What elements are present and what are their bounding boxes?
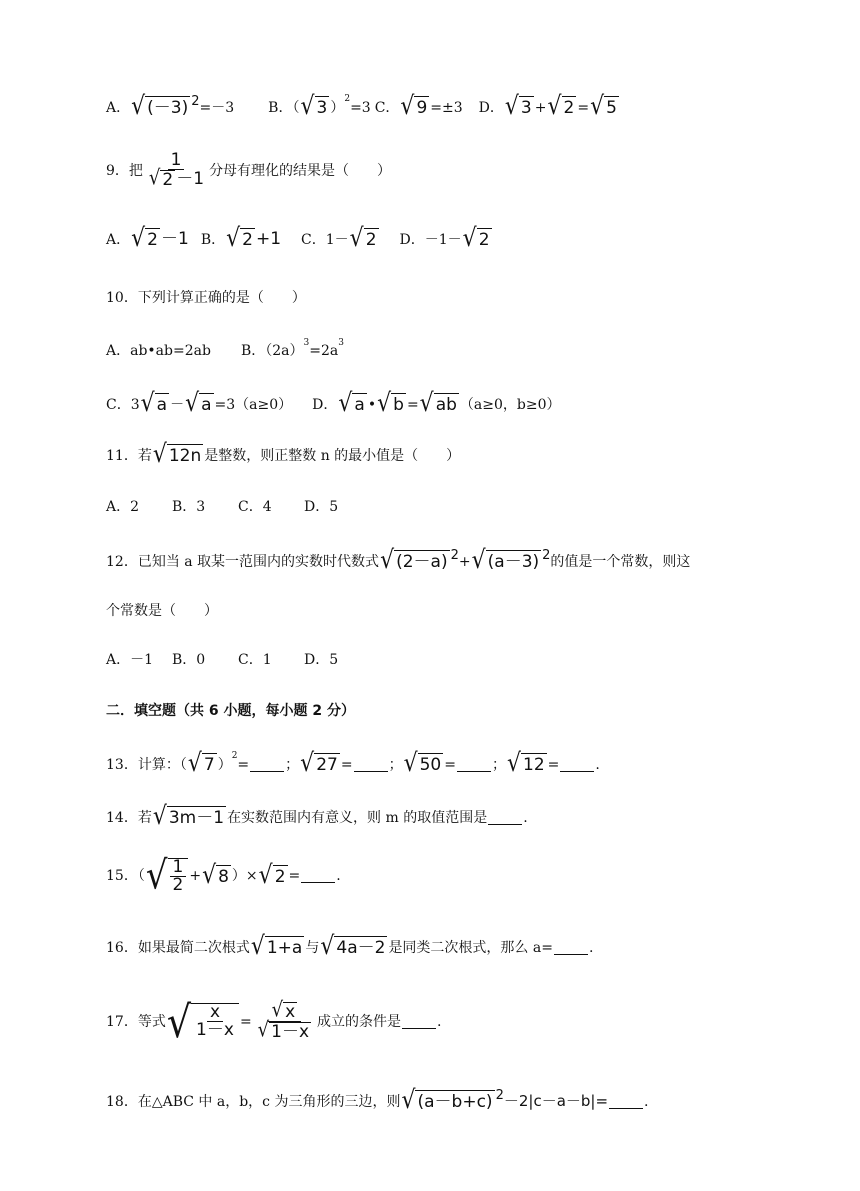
question-17: 17．等式 √ $\frac{x}{1-x}$ = √ x √ 1－x 成立的条件是 . (106, 996, 442, 1047)
question-16: 16．如果最简二次根式 √ 1+a 与 √ 4a－2 是同类二次根式，那么 a= . (106, 931, 594, 961)
q10-options-ab: A．ab•ab=2ab B．（2a） 3 =2a 3 (106, 337, 344, 359)
answer-blank (402, 1027, 436, 1029)
question-12-continued: 个常数是（ ） (106, 603, 218, 619)
question-9: 9．把 1 √ 2 －1 分母有理化的结果是（ ） (106, 150, 392, 191)
fraction: 1 √ 2 －1 (148, 150, 205, 191)
question-14: 14．若 √ 3m－1 在实数范围内有意义，则 m 的取值范围是 . (106, 801, 528, 831)
answer-blank (488, 823, 522, 825)
q8-option-c-label: C． (374, 99, 400, 116)
answer-blank (457, 770, 491, 772)
answer-blank (560, 770, 594, 772)
answer-blank (354, 770, 388, 772)
question-13: 13．计算：（ √ 7 ） 2 = ； √ 27 = ； √ 50 = ； √ 12 = . (106, 748, 600, 778)
question-12: 12．已知当 a 取某一范围内的实数时代数式 √ (2－a) 2 + √ (a－3) 2 的值是一个常数，则这 (106, 545, 691, 575)
q10-options-cd: C．3 √ a － √ a =3（a≥0） D． √ a • √ b = √ ab （a≥0，b≥0） (106, 388, 561, 418)
q8-options: A． √ (－3) 2 =－3 B．（ √ 3 ） 2 =3 C． √ 9 =±3 D． √ 3 + √ 2 = √ 5 (106, 91, 617, 121)
answer-blank (250, 770, 284, 772)
q9-options: A． √ 2 －1 B． √ 2 +1 C．1－ √ 2 D．－1－ √ 2 (106, 223, 490, 253)
answer-blank (301, 881, 335, 883)
q11-options: A．2 B．3 C．4 D．5 (106, 499, 339, 515)
q8-option-b-label: B．（ (268, 99, 300, 116)
question-11: 11．若 √ 12n 是整数，则正整数 n 的最小值是（ ） (106, 439, 461, 469)
q8-option-a-label: A． (106, 99, 131, 116)
sqrt: √ (－3) (131, 91, 189, 121)
q8-option-d-label: D． (478, 99, 504, 116)
answer-blank (554, 953, 588, 955)
section-heading: 二．填空题（共 6 小题，每小题 2 分） (106, 703, 355, 719)
answer-blank (609, 1107, 643, 1109)
question-15: 15．（ √ $\frac{1}{2}$ + √ 8 ）× √ 2 = . (106, 853, 341, 899)
question-18: 18．在△ABC 中 a，b，c 为三角形的三边，则 √ (a－b+c) 2 －2|c－a－b|= . (106, 1085, 649, 1115)
question-10: 10．下列计算正确的是（ ） (106, 290, 306, 306)
q12-options: A．－1 B．0 C．1 D．5 (106, 652, 339, 668)
